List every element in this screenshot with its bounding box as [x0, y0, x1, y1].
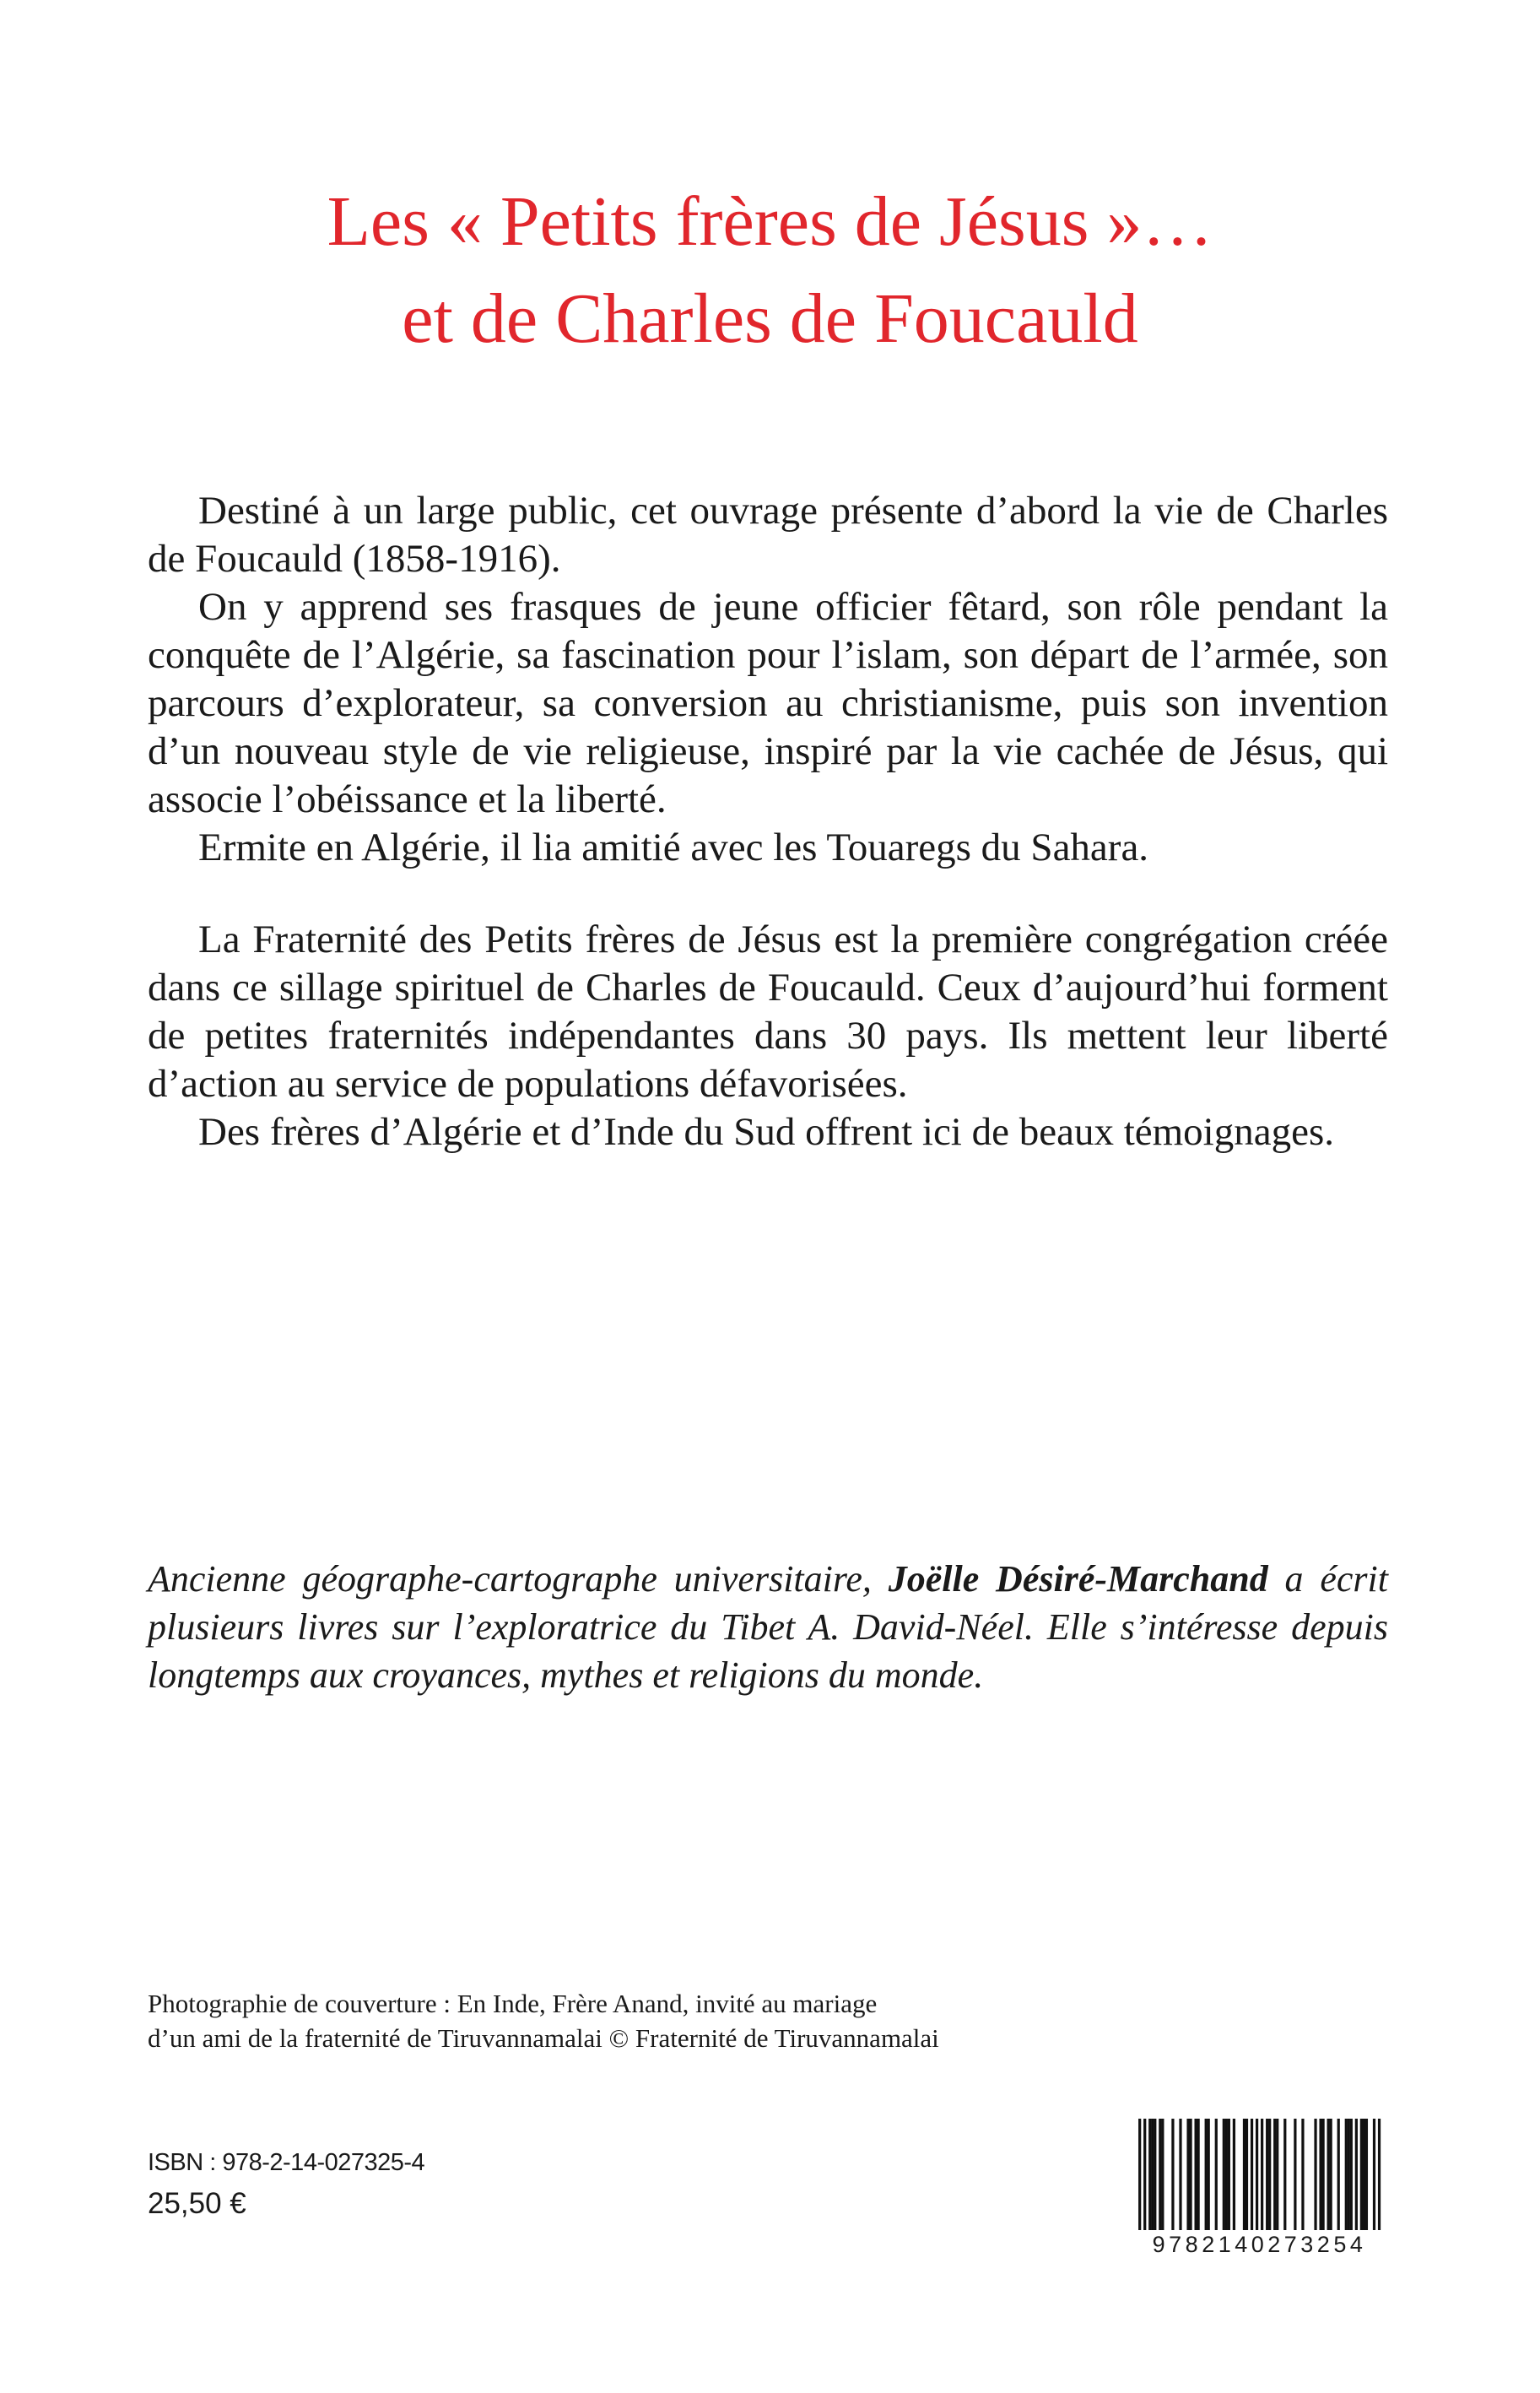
summary-section: [148, 487, 1388, 872]
congregation-paragraph-2: Des frères d’Algérie et d’Inde du Sud offrent ici de beaux témoignages.: [198, 1110, 1334, 1154]
barcode-bar: [1319, 2119, 1321, 2230]
barcode-bar: [1327, 2119, 1330, 2230]
congregation-paragraph-1: La Fraternité des Petits frères de Jésus est la première congrégation créée dans ce sillage spirituel de Charles de Foucauld. Ceux d’aujourd’hui forment de petites fraternités indépendantes dans 30 pays. Ils mettent leur liberté d’action au service de populations défavorisées.: [148, 918, 1388, 1106]
barcode-bar: [1223, 2119, 1225, 2230]
barcode-bar: [1233, 2119, 1235, 2230]
summary-paragraph-2: On y apprend ses frasques de jeune officier fêtard, son rôle pendant la conquête de l’Algérie, sa fascination pour l’islam, son départ de l’armée, son parcours d’explorateur, sa conversion au christianisme, puis son invention d’un nouveau style de vie religieuse, inspiré par la vie cachée de Jésus, qui associe l’obéissance et la liberté.: [148, 585, 1388, 821]
barcode-bar: [1273, 2119, 1276, 2230]
barcode-bar: [1314, 2119, 1316, 2230]
barcode-bar: [1154, 2119, 1156, 2230]
barcode-bar: [1186, 2119, 1189, 2230]
barcode-bar: [1243, 2119, 1246, 2230]
barcode-number: 9782140273254: [1152, 2232, 1367, 2257]
barcode-bar: [1159, 2119, 1161, 2230]
barcode-bar: [1294, 2119, 1296, 2230]
barcode-bar: [1345, 2119, 1348, 2230]
barcode-bar: [1355, 2119, 1358, 2230]
barcode-bar: [1194, 2119, 1197, 2230]
author-bio: [148, 1555, 1388, 1699]
barcode-bar: [1373, 2119, 1375, 2230]
barcode-bar: [1283, 2119, 1286, 2230]
barcode-bar: [1321, 2119, 1324, 2230]
photo-credit-line-1: Photographie de couverture : En Inde, Frère Anand, invité au mariage: [148, 1989, 878, 2018]
author-bio-rest: a écrit plusieurs livres sur l’exploratrice du Tibet A. David-Néel. Elle s’intéresse depuis longtemps aux croyances, mythes et religions du monde.: [148, 1558, 1388, 1696]
barcode-bar: [1171, 2119, 1174, 2230]
barcode-bar: [1301, 2119, 1304, 2230]
barcode-bar: [1205, 2119, 1208, 2230]
barcode-bar: [1266, 2119, 1268, 2230]
photo-credit-line-2: d’un ami de la fraternité de Tiruvannamalai © Fraternité de Tiruvannamalai: [148, 2023, 939, 2053]
barcode-bar: [1251, 2119, 1253, 2230]
barcode-bar: [1215, 2119, 1218, 2230]
barcode-bar: [1378, 2119, 1381, 2230]
barcode-bar: [1208, 2119, 1210, 2230]
barcode-bar: [1268, 2119, 1271, 2230]
barcode-bar: [1197, 2119, 1200, 2230]
barcode-bar: [1143, 2119, 1146, 2230]
barcode-bar: [1225, 2119, 1228, 2230]
book-title: [0, 173, 1540, 367]
barcode-bar: [1256, 2119, 1258, 2230]
barcode-bar: [1148, 2119, 1151, 2230]
barcode-bar: [1138, 2119, 1141, 2230]
isbn-label: ISBN : 978-2-14-027325-4: [148, 2149, 425, 2176]
congregation-section: [148, 916, 1388, 1156]
author-bio-intro: Ancienne géographe-cartographe universitaire,: [148, 1558, 889, 1600]
title-line-2: et de Charles de Foucauld: [402, 279, 1138, 358]
barcode-bar: [1261, 2119, 1263, 2230]
barcode-bar: [1363, 2119, 1365, 2230]
barcode-bar: [1246, 2119, 1248, 2230]
barcode-bar: [1360, 2119, 1363, 2230]
title-line-1: Les « Petits frères de Jésus »…: [327, 182, 1213, 261]
barcode-bar: [1276, 2119, 1278, 2230]
barcode-bar: [1365, 2119, 1368, 2230]
barcode-bar: [1161, 2119, 1164, 2230]
barcode-bar: [1330, 2119, 1332, 2230]
summary-paragraph-3: Ermite en Algérie, il lia amitié avec les Touaregs du Sahara.: [198, 826, 1149, 869]
barcode-bar: [1348, 2119, 1350, 2230]
barcode-bar: [1337, 2119, 1340, 2230]
price-label: 25,50 €: [148, 2187, 246, 2220]
summary-paragraph-1: Destiné à un large public, cet ouvrage présente d’abord la vie de Charles de Foucauld (1858-1916).: [148, 489, 1388, 581]
barcode: [1131, 2119, 1388, 2258]
barcode-bar: [1189, 2119, 1191, 2230]
barcode-bar: [1151, 2119, 1154, 2230]
barcode-bar: [1228, 2119, 1230, 2230]
author-name: Joëlle Désiré-Marchand: [888, 1558, 1268, 1600]
photo-credit: [148, 1986, 1118, 2055]
barcode-bar: [1179, 2119, 1181, 2230]
barcode-bar: [1350, 2119, 1353, 2230]
barcode-bars-icon: [1131, 2119, 1388, 2230]
